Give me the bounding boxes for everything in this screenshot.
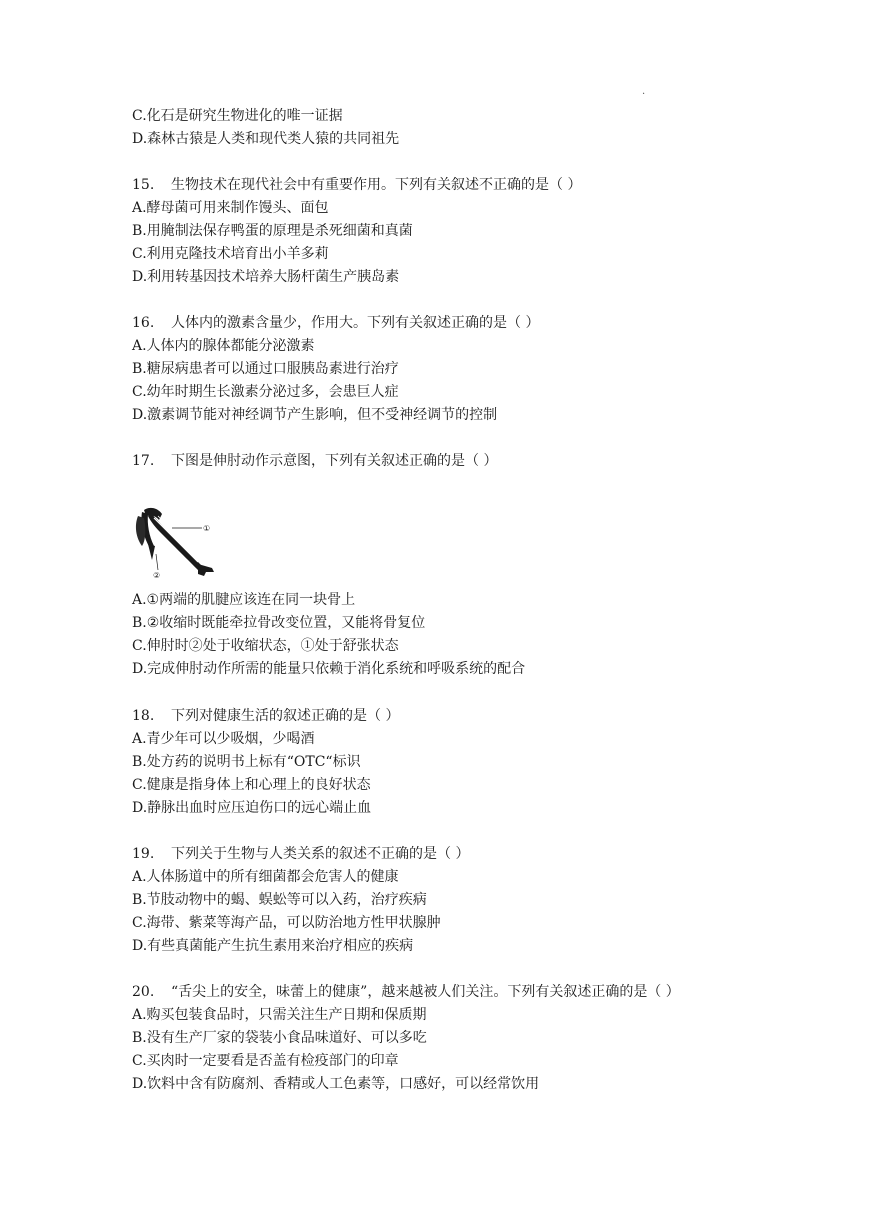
question-18-stem (132, 706, 399, 726)
question-text: 下列关于生物与人类关系的叙述不正确的是（ ） (171, 846, 470, 862)
option-c: C.伸肘时②处于收缩状态，①处于舒张状态 (132, 638, 399, 654)
option-d: D.激素调节能对神经调节产生影响，但不受神经调节的控制 (132, 407, 498, 423)
option-c: C.海带、紫菜等海产品，可以防治地方性甲状腺肿 (132, 915, 441, 931)
question-number: 15. (132, 177, 155, 193)
option-a: A.①两端的肌腱应该连在同一块骨上 (132, 592, 356, 608)
question-text: 人体内的激素含量少，作用大。下列有关叙述正确的是（ ） (171, 315, 540, 331)
option-d: D.饮料中含有防腐剂、香精或人工色素等，口感好，可以经常饮用 (132, 1076, 540, 1092)
question-16-stem (132, 313, 539, 333)
option-b: B.节肢动物中的蝎、蜈蚣等可以入药，治疗疾病 (132, 892, 427, 908)
option-b: B.处方药的说明书上标有“OTC“标识 (132, 754, 361, 770)
option-a: A.购买包装食品时，只需关注生产日期和保质期 (132, 1007, 427, 1023)
option-b: B.没有生产厂家的袋装小食品味道好、可以多吃 (132, 1030, 427, 1046)
question-17-stem (132, 451, 497, 471)
elbow-extension-diagram (132, 502, 217, 582)
question-20-stem (132, 982, 680, 1002)
question-number: 19. (132, 846, 155, 862)
question-15-stem (132, 175, 581, 195)
question-number: 16. (132, 315, 155, 331)
option-c: C.健康是指身体上和心理上的良好状态 (132, 777, 371, 793)
option-a: A.酵母菌可用来制作馒头、面包 (132, 200, 329, 216)
option-d: D.完成伸肘动作所需的能量只依赖于消化系统和呼吸系统的配合 (132, 661, 526, 677)
option-b: B.用腌制法保存鸭蛋的原理是杀死细菌和真菌 (132, 223, 413, 239)
option-c: C.幼年时期生长激素分泌过多，会患巨人症 (132, 384, 399, 400)
question-number: 20. (132, 984, 155, 1000)
option-c: C.利用克隆技术培育出小羊多莉 (132, 246, 329, 262)
option-d: D.利用转基因技术培养大肠杆菌生产胰岛素 (132, 269, 400, 285)
option-d: D.森林古猿是人类和现代类人猿的共同祖先 (132, 131, 400, 147)
question-text: 下图是伸肘动作示意图，下列有关叙述正确的是（ ） (171, 453, 498, 469)
corner-mark: . (642, 86, 646, 97)
option-a: A.人体肠道中的所有细菌都会危害人的健康 (132, 869, 399, 885)
label-2: ② (153, 571, 161, 580)
option-b: B.②收缩时既能牵拉骨改变位置，又能将骨复位 (132, 615, 426, 631)
question-number: 17. (132, 453, 155, 469)
option-b: B.糖尿病患者可以通过口服胰岛素进行治疗 (132, 361, 399, 377)
question-text: 生物技术在现代社会中有重要作用。下列有关叙述不正确的是（ ） (171, 177, 582, 193)
option-a: A.青少年可以少吸烟，少喝酒 (132, 731, 315, 747)
option-d: D.静脉出血时应压迫伤口的远心端止血 (132, 800, 372, 816)
option-c: C.化石是研究生物进化的唯一证据 (132, 108, 343, 124)
option-a: A.人体内的腺体都能分泌激素 (132, 338, 315, 354)
question-number: 18. (132, 708, 155, 724)
question-text: “舌尖上的安全，味蕾上的健康”，越来越被人们关注。下列有关叙述正确的是（ ） (171, 984, 680, 1000)
question-19-stem (132, 844, 469, 864)
option-c: C.买肉时一定要看是否盖有检疫部门的印章 (132, 1053, 399, 1069)
question-text: 下列对健康生活的叙述正确的是（ ） (171, 708, 400, 724)
option-d: D.有些真菌能产生抗生素用来治疗相应的疾病 (132, 938, 414, 954)
label-1: ① (203, 524, 211, 533)
